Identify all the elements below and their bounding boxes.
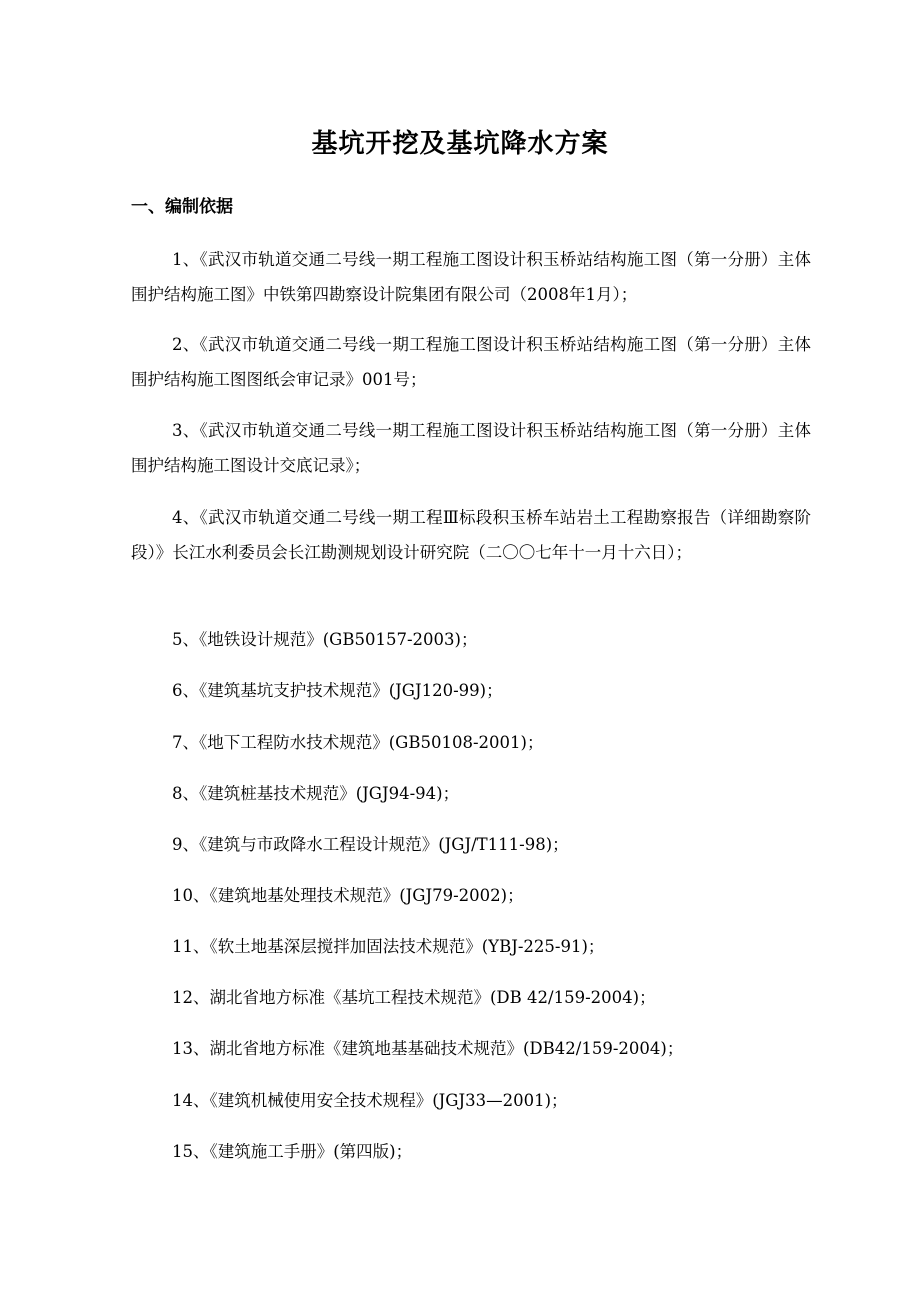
section-heading: 一、编制依据 xyxy=(131,197,233,217)
reference-item-11: 11、《软土地基深层搅拌加固法技术规范》(YBJ-225-91)； xyxy=(172,937,605,956)
reference-item-6: 6、《建筑基坑支护技术规范》(JGJ120-99)； xyxy=(172,681,503,700)
reference-item-5: 5、《地铁设计规范》(GB50157-2003)； xyxy=(172,630,478,649)
reference-item-4: 4、《武汉市轨道交通二号线一期工程Ⅲ标段积玉桥车站岩土工程勘察报告（详细勘察阶段）》长江水利委员会长江勘测规划设计研究院（二〇〇七年十一月十六日）； xyxy=(131,508,811,562)
reference-item-8: 8、《建筑桩基技术规范》(JGJ94-94)； xyxy=(172,784,460,803)
reference-item-2: 2、《武汉市轨道交通二号线一期工程施工图设计积玉桥站结构施工图（第一分册）主体围护结构施工图图纸会审记录》001号； xyxy=(131,335,811,389)
reference-item-12: 12、湖北省地方标准《基坑工程技术规范》(DB 42/159-2004)； xyxy=(172,988,656,1007)
document-title: 基坑开挖及基坑降水方案 xyxy=(311,129,609,159)
reference-item-9: 9、《建筑与市政降水工程设计规范》(JGJ/T111-98)； xyxy=(172,835,569,854)
reference-item-14: 14、《建筑机械使用安全技术规程》(JGJ33—2001)； xyxy=(172,1091,568,1110)
reference-item-1: 1、《武汉市轨道交通二号线一期工程施工图设计积玉桥站结构施工图（第一分册）主体围护结构施工图》中铁第四勘察设计院集团有限公司（2008年1月）； xyxy=(131,250,811,304)
reference-item-10: 10、《建筑地基处理技术规范》(JGJ79-2002)； xyxy=(172,886,524,905)
reference-item-15: 15、《建筑施工手册》(第四版)； xyxy=(172,1142,413,1161)
reference-item-13: 13、湖北省地方标准《建筑地基基础技术规范》(DB42/159-2004)； xyxy=(172,1039,684,1058)
reference-item-7: 7、《地下工程防水技术规范》(GB50108-2001)； xyxy=(172,733,544,752)
reference-item-3: 3、《武汉市轨道交通二号线一期工程施工图设计积玉桥站结构施工图（第一分册）主体围护结构施工图设计交底记录》； xyxy=(131,421,811,475)
